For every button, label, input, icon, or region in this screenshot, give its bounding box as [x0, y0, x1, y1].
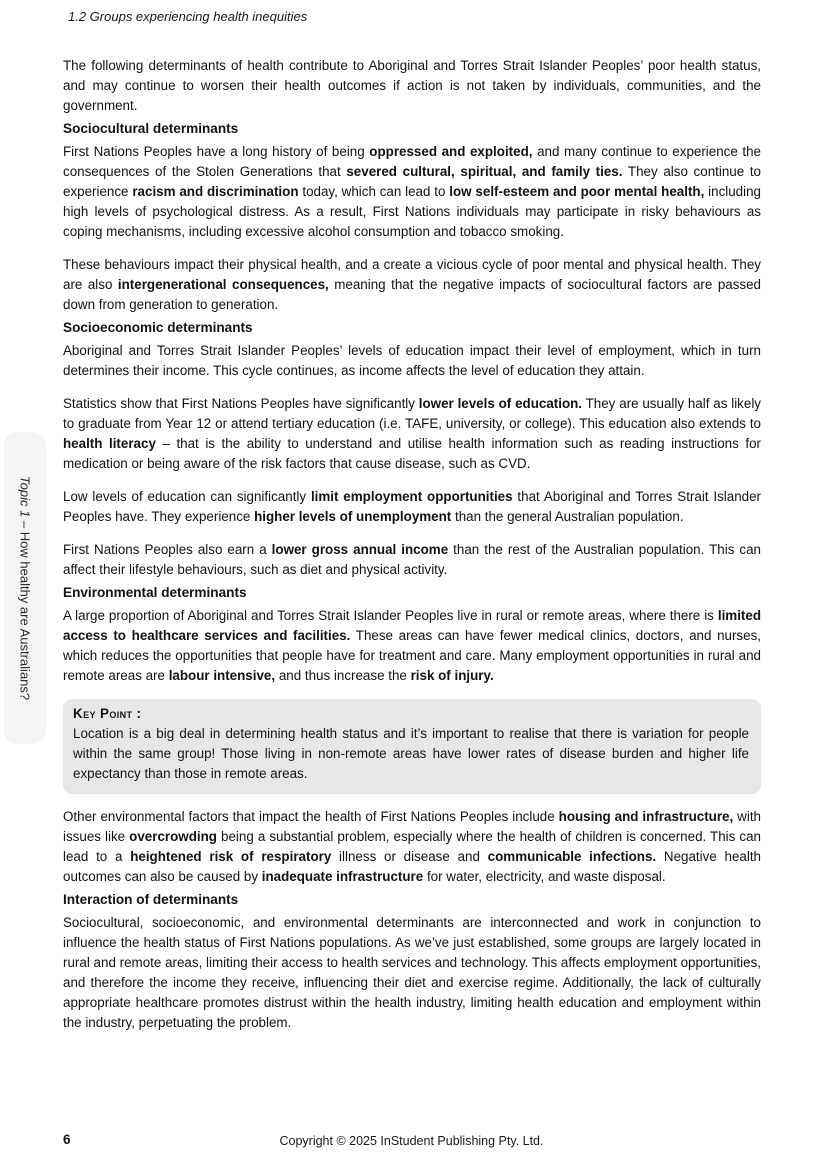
sidebar-topic-title: – How healthy are Australians?	[17, 517, 33, 701]
paragraph: These behaviours impact their physical health, and a create a vicious cycle of poor mental and physical health. They are also intergenerational consequences, meaning that the negative impacts of sociocultural factors are passed down from generation to generation.	[63, 257, 762, 312]
paragraph: Sociocultural, socioeconomic, and environmental determinants are interconnected and work in conjunction to influence the health status of First Nations populations. As we’ve just established, some groups are largely located in rural and remote areas, limiting their access to health services and technology. This affects employment opportunities, and therefore the income they receive, influencing their diet and exercise regime. Additionally, the lack of culturally appropriate healthcare promotes distrust within the health industry, limiting health education and employment within the industry, perpetuating the problem.	[63, 915, 761, 1030]
paragraph: First Nations Peoples have a long history of being oppressed and exploited, and many continue to experience the consequences of the Stolen Generations that severed cultural, spiritual, and family ties. They also continue to experience racism and discrimination today, which can lead to low self-esteem and poor mental health, including high levels of psychological distress. As a result, First Nations individuals may participate in risky behaviours as coping mechanisms, including excessive alcohol consumption and tobacco smoking.	[63, 144, 762, 239]
section-heading: Environmental determinants	[63, 585, 247, 600]
paragraph: Low levels of education can significantly limit employment opportunities that Aboriginal and Torres Strait Islander Peoples have. They experience higher levels of unemployment than the general Australian population.	[63, 489, 761, 524]
section-heading: Interaction of determinants	[63, 892, 239, 907]
section-heading: Sociocultural determinants	[63, 121, 239, 136]
paragraph: Statistics show that First Nations Peoples have significantly lower levels of education. They are usually half as likely to graduate from Year 12 or attend tertiary education (i.e. TAFE, university, or college). This education also extends to health literacy – that is the ability to understand and utilise health information such as reading instructions for medication or being aware of the risk factors that cause disease, such as CVD.	[63, 396, 761, 471]
key-point-label: Key Point :	[73, 706, 142, 721]
footer-page-number: 6	[63, 1132, 71, 1147]
key-point-box	[63, 699, 761, 794]
paragraph: Aboriginal and Torres Strait Islander Peoples’ levels of education impact their level of employment, which in turn determines their income. This cycle continues, as income affects the level of education they attain.	[63, 343, 761, 378]
sidebar-topic-number: Topic 1	[17, 475, 33, 518]
paragraph: The following determinants of health contribute to Aboriginal and Torres Strait Islander Peoples’ poor health status, and may continue to worsen their health outcomes if action is not taken by individuals, communities, and the government.	[63, 58, 761, 113]
key-point-text: Location is a big deal in determining health status and it’s important to realise that there is variation for people within the same group! Those living in non-remote areas have lower rates of disease burden and higher life expectancy than those in remote areas.	[73, 726, 749, 781]
paragraph: First Nations Peoples also earn a lower gross annual income than the rest of the Australian population. This can affect their lifestyle behaviours, such as diet and physical activity.	[63, 542, 761, 577]
page-header: 1.2 Groups experiencing health inequities	[68, 9, 308, 24]
paragraph: Other environmental factors that impact the health of First Nations Peoples include housing and infrastructure, with issues like overcrowding being a substantial problem, especially where the health of children is concerned. This can lead to a heightened risk of respiratory illness or disease and communicable infections. Negative health outcomes can also be caused by inadequate infrastructure for water, electricity, and waste disposal.	[63, 809, 761, 884]
sidebar-topic-label	[18, 476, 33, 700]
sidebar-topic-tab	[4, 432, 46, 744]
section-heading: Socioeconomic determinants	[63, 320, 253, 335]
footer-copyright: Copyright © 2025 InStudent Publishing Pty. Ltd.	[279, 1134, 544, 1148]
article	[63, 56, 761, 1046]
paragraph: A large proportion of Aboriginal and Torres Strait Islander Peoples live in rural or remote areas, where there is limited access to healthcare services and facilities. These areas can have fewer medical clinics, doctors, and nurses, which reduces the opportunities that people have for treatment and care. Many employment opportunities in rural and remote areas are labour intensive, and thus increase the risk of injury.	[63, 608, 761, 683]
